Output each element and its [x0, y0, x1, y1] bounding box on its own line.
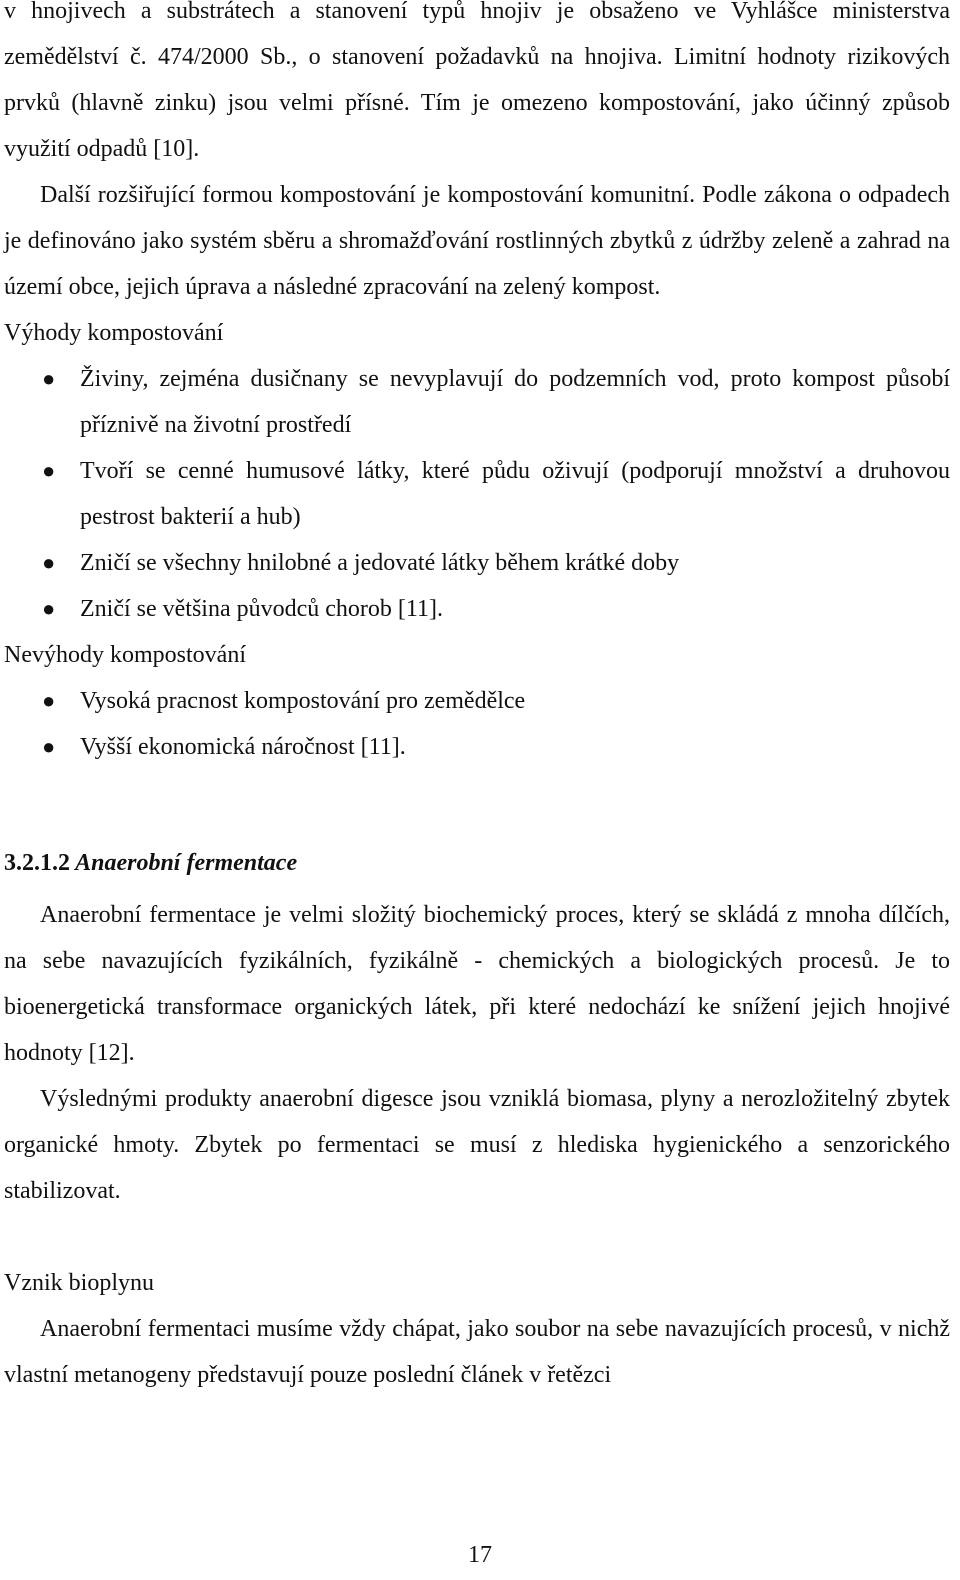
advantages-heading: Výhody kompostování	[4, 320, 224, 346]
list-item: ● Zničí se všechny hnilobné a jedovaté látky během krátké doby	[4, 540, 950, 586]
section-title: Anaerobní fermentace	[75, 850, 298, 876]
list-item: ● Živiny, zejména dusičnany se nevyplavují do podzemních vod, proto kompost působí příznivě na životní prostředí	[4, 356, 950, 448]
section-number: 3.2.1.2	[4, 850, 70, 876]
bullet-icon: ●	[42, 596, 56, 621]
bullet-icon: ●	[42, 366, 56, 391]
list-item: ● Vysoká pracnost kompostování pro zemědělce	[4, 678, 950, 724]
list-item: ● Vyšší ekonomická náročnost [11].	[4, 724, 950, 770]
paragraph-digestion-products: Výslednými produkty anaerobní digesce jsou vzniklá biomasa, plyny a nerozložitelný zbytek organické hmoty. Zbytek po fermentaci se musí z hlediska hygienického a senzorického stabilizovat.	[4, 1086, 950, 1204]
list-item: ● Zničí se většina původců chorob [11].	[4, 586, 950, 632]
biogas-heading: Vznik bioplynu	[4, 1270, 154, 1296]
bullet-icon: ●	[42, 550, 56, 575]
bullet-icon: ●	[42, 688, 56, 713]
paragraph-fertilizer-regulation: v hnojivech a substrátech a stanovení typů hnojiv je obsaženo ve Vyhlášce ministerstva zemědělství č. 474/2000 Sb., o stanovení požadavků na hnojiva. Limitní hodnoty rizikových prvků (hlavně zinku) jsou velmi přísné. Tím je omezeno kompostování, jako účinný způsob využití odpadů [10].	[4, 0, 950, 162]
disadvantages-list	[4, 678, 950, 770]
advantages-list	[4, 356, 950, 632]
bullet-icon: ●	[42, 734, 56, 759]
paragraph-anaerobic-fermentation: Anaerobní fermentace je velmi složitý biochemický proces, který se skládá z mnoha dílčích, na sebe navazujících fyzikálních, fyzikálně - chemických a biologických procesů. Je to bioenergetická transformace organických látek, při které nedochází ke snížení jejich hnojivé hodnoty [12].	[4, 902, 950, 1066]
page-number: 17	[468, 1542, 492, 1568]
document-page	[4, 0, 950, 1398]
disadvantages-heading: Nevýhody kompostování	[4, 642, 246, 668]
paragraph-biogas: Anaerobní fermentaci musíme vždy chápat, jako soubor na sebe navazujících procesů, v nichž vlastní metanogeny představují pouze poslední článek v řetězci	[4, 1316, 950, 1388]
bullet-icon: ●	[42, 458, 56, 483]
section-heading	[4, 840, 950, 886]
list-item: ● Tvoří se cenné humusové látky, které půdu oživují (podporují množství a druhovou pestrost bakterií a hub)	[4, 448, 950, 540]
paragraph-community-composting: Další rozšiřující formou kompostování je kompostování komunitní. Podle zákona o odpadech je definováno jako systém sběru a shromažďování rostlinných zbytků z údržby zeleně a zahrad na území obce, jejich úprava a následné zpracování na zelený kompost.	[4, 182, 950, 300]
